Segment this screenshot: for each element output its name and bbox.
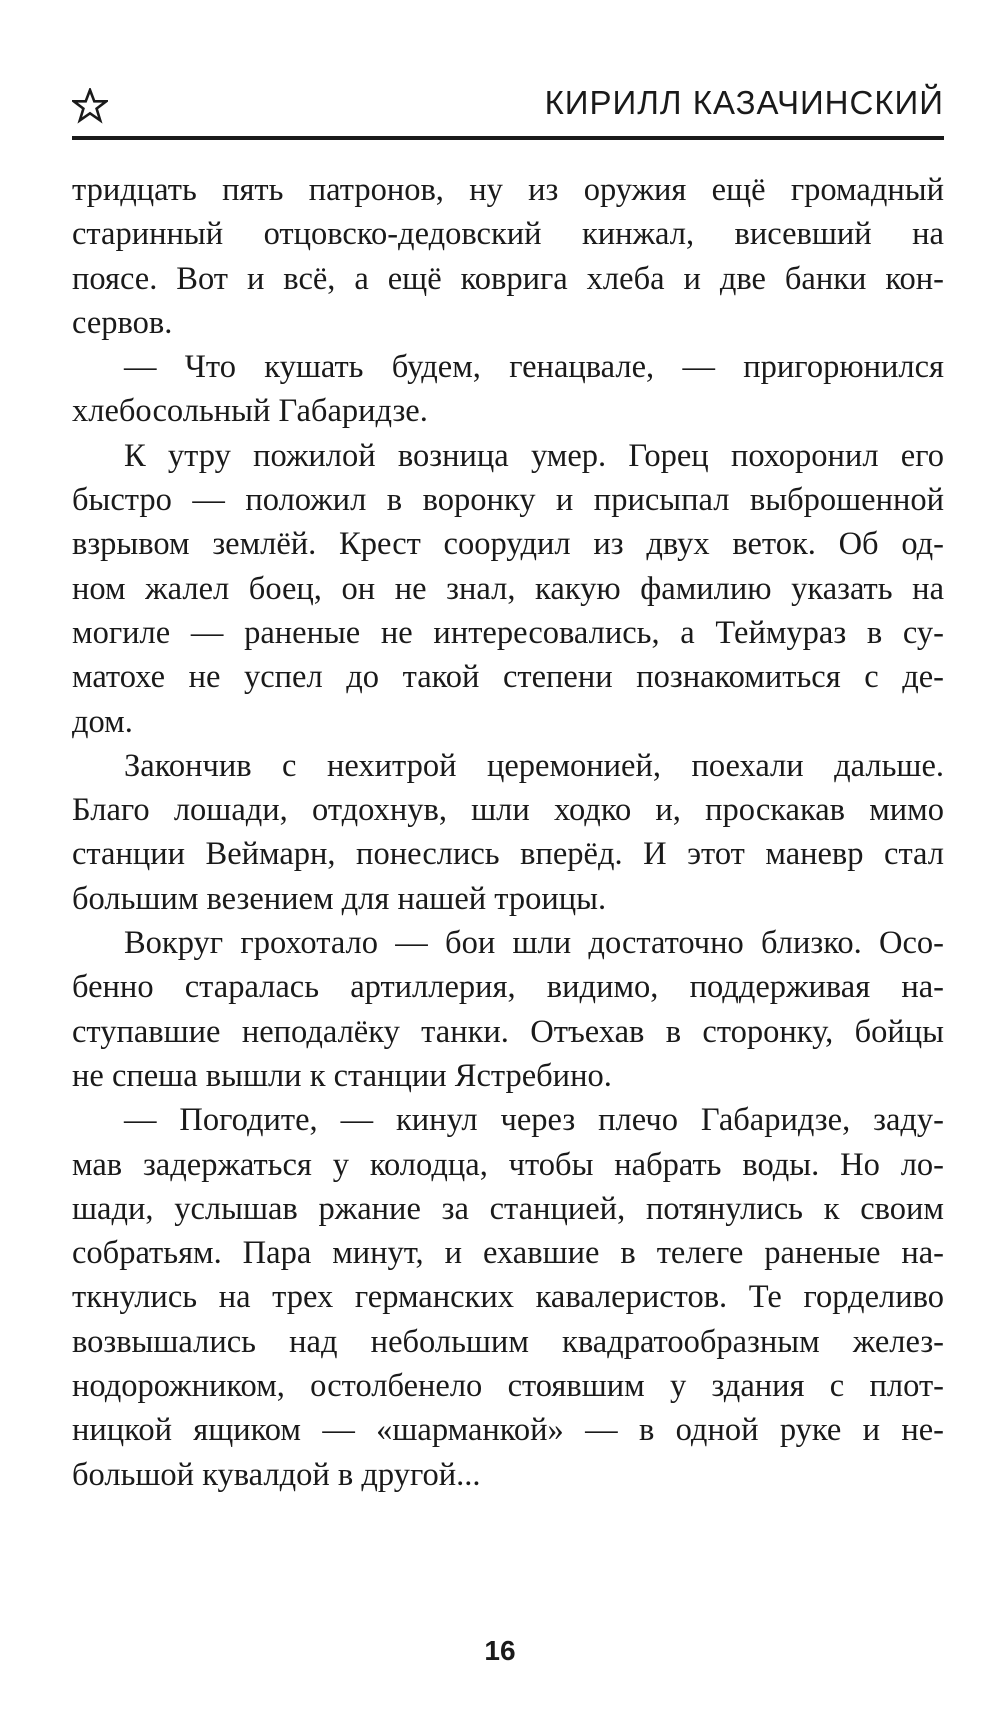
text-line: быстро — положил в воронку и присыпал выброшенной: [72, 482, 944, 519]
text-line: ступавшие неподалёку танки. Отъехав в сторонку, бойцы: [72, 1013, 944, 1050]
text-line: станции Веймарн, понеслись вперёд. И этот маневр стал: [72, 836, 944, 873]
text-line: бенно старалась артиллерия, видимо, поддерживая на-: [72, 969, 944, 1006]
text-line: ткнулись на трех германских кавалеристов. Те горделиво: [72, 1279, 944, 1316]
text-line: не спеша вышли к станции Ястребино.: [72, 1057, 612, 1094]
text-line: ницкой ящиком — «шарманкой» — в одной руке и не-: [72, 1412, 944, 1449]
page-header: [72, 80, 944, 132]
header-rule: [72, 136, 944, 140]
page-number: 16: [484, 1635, 516, 1666]
running-head: КИРИЛЛ КАЗАЧИНСКИЙ: [544, 84, 944, 121]
text-line: возвышались над небольшим квадратообразным желез-: [72, 1323, 944, 1360]
text-line: большой кувалдой в другой...: [72, 1456, 481, 1493]
text-line: Закончив с нехитрой церемонией, поехали дальше.: [124, 747, 944, 784]
text-line: — Что кушать будем, генацвале, — пригорюнился: [124, 349, 944, 386]
text-line: собратьям. Пара минут, и ехавшие в телеге раненые на-: [72, 1235, 944, 1272]
text-line: матохе не успел до такой степени познакомиться с де-: [72, 659, 944, 696]
text-line: хлебосольный Габаридзе.: [72, 393, 428, 430]
text-line: старинный отцовско-дедовский кинжал, висевший на: [72, 216, 944, 253]
star-icon: [72, 88, 108, 124]
text-line: — Погодите, — кинул через плечо Габаридзе, заду-: [124, 1102, 944, 1139]
text-line: тридцать пять патронов, ну из оружия ещё громадный: [72, 172, 944, 208]
text-line: нодорожником, остолбенело стоявшим у здания с плот-: [72, 1368, 944, 1405]
text-line: взрывом землёй. Крест соорудил из двух веток. Об од-: [72, 526, 944, 563]
text-line: Вокруг грохотало — бои шли достаточно близко. Осо-: [124, 925, 944, 962]
text-line: могиле — раненые не интересовались, а Теймураз в су-: [72, 614, 944, 651]
text-line: поясе. Вот и всё, а ещё коврига хлеба и две банки кон-: [72, 260, 944, 297]
text-line: Благо лошади, отдохнув, шли ходко и, проскакав мимо: [72, 792, 944, 829]
text-line: мав задержаться у колодца, чтобы набрать воды. Но ло-: [72, 1146, 944, 1183]
text-line: ном жалел боец, он не знал, какую фамилию указать на: [72, 570, 944, 607]
text-line: сервов.: [72, 304, 173, 341]
text-line: большим везением для нашей троицы.: [72, 880, 607, 917]
text-line: шади, услышав ржание за станцией, потянулись к своим: [72, 1190, 944, 1227]
body-text: [72, 168, 944, 1497]
text-line: дом.: [72, 703, 133, 740]
text-line: К утру пожилой возница умер. Горец похоронил его: [124, 437, 944, 474]
